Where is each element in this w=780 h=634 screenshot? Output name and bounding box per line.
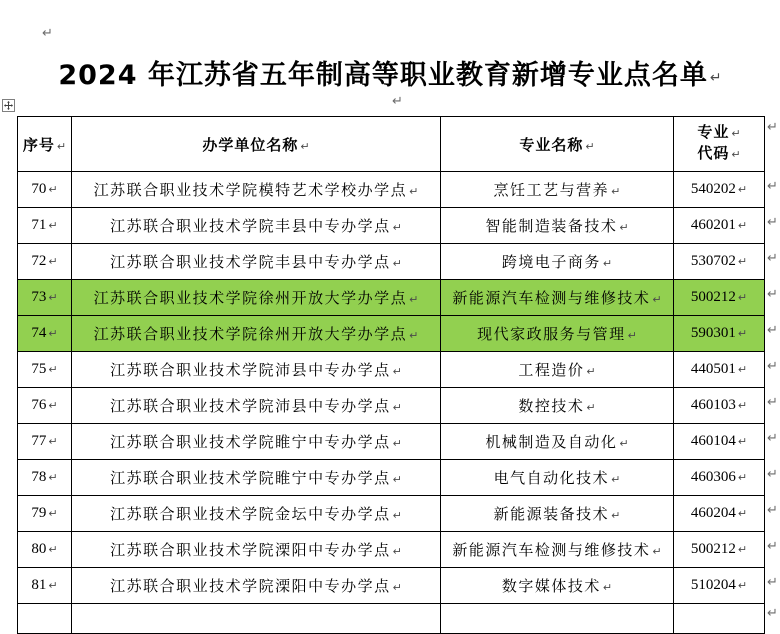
major-name-cell[interactable]: 跨境电子商务 ↵ xyxy=(441,244,674,280)
school-unit-cell[interactable]: 江苏联合职业技术学院沛县中专办学点 ↵ xyxy=(72,352,441,388)
table-move-handle-icon[interactable] xyxy=(2,99,15,112)
cell-end-mark: ↵ xyxy=(48,507,58,520)
row-end-mark: ↵ xyxy=(767,359,778,374)
cell-end-mark: ↵ xyxy=(409,293,419,306)
row-end-mark: ↵ xyxy=(767,539,778,554)
major-code-cell[interactable]: 440501 ↵ xyxy=(674,352,765,388)
row-number-cell[interactable]: 80 ↵ xyxy=(18,532,72,568)
cell-end-mark: ↵ xyxy=(48,183,58,196)
row-number-cell[interactable]: 81 ↵ xyxy=(18,568,72,604)
cell-end-mark: ↵ xyxy=(602,257,613,270)
major-name-cell[interactable]: 工程造价 ↵ xyxy=(441,352,674,388)
row-end-mark: ↵ xyxy=(767,606,778,621)
major-code-cell[interactable]: 460204 ↵ xyxy=(674,496,765,532)
cell-end-mark: ↵ xyxy=(737,543,748,556)
row-end-mark: ↵ xyxy=(767,179,778,194)
empty-cell[interactable] xyxy=(18,604,72,634)
major-name-cell[interactable]: 电气自动化技术 ↵ xyxy=(441,460,674,496)
school-unit-cell[interactable]: 江苏联合职业技术学院溧阳中专办学点 ↵ xyxy=(72,568,441,604)
row-end-mark: ↵ xyxy=(767,467,778,482)
major-code-cell[interactable]: 460201 ↵ xyxy=(674,208,765,244)
title-text: 2024 年江苏省五年制高等职业教育新增专业点名单 xyxy=(58,60,708,91)
cell-end-mark: ↵ xyxy=(585,139,595,153)
major-code-cell[interactable]: 460103 ↵ xyxy=(674,388,765,424)
cell-end-mark: ↵ xyxy=(611,473,621,486)
cell-end-mark: ↵ xyxy=(737,399,748,412)
row-number-cell[interactable]: 71 ↵ xyxy=(18,208,72,244)
table-row xyxy=(18,460,765,496)
table-row xyxy=(18,424,765,460)
cell-end-mark: ↵ xyxy=(619,437,629,450)
header-row xyxy=(18,117,765,172)
major-code-cell[interactable]: 500212 ↵ xyxy=(674,532,765,568)
cell-end-mark: ↵ xyxy=(409,329,419,342)
document-title[interactable] xyxy=(0,53,780,92)
row-number-cell[interactable]: 78 ↵ xyxy=(18,460,72,496)
major-name-cell[interactable]: 现代家政服务与管理 ↵ xyxy=(441,316,674,352)
row-end-mark: ↵ xyxy=(767,251,778,266)
cell-end-mark: ↵ xyxy=(737,327,748,340)
header-cell-unit[interactable]: 办学单位名称 ↵ xyxy=(72,117,441,172)
cell-end-mark: ↵ xyxy=(48,255,58,268)
cell-end-mark: ↵ xyxy=(48,579,58,592)
cell-end-mark: ↵ xyxy=(392,437,402,450)
cell-end-mark: ↵ xyxy=(731,148,741,161)
school-unit-cell[interactable]: 江苏联合职业技术学院溧阳中专办学点 ↵ xyxy=(72,532,441,568)
empty-cell[interactable] xyxy=(441,604,674,634)
cell-end-mark: ↵ xyxy=(737,579,748,592)
major-code-cell[interactable]: 540202 ↵ xyxy=(674,172,765,208)
cell-end-mark: ↵ xyxy=(611,509,621,522)
major-name-cell[interactable]: 机械制造及自动化 ↵ xyxy=(441,424,674,460)
cell-end-mark: ↵ xyxy=(737,471,748,484)
row-number-cell[interactable]: 79 ↵ xyxy=(18,496,72,532)
row-number-cell[interactable]: 70 ↵ xyxy=(18,172,72,208)
major-code-cell[interactable]: 590301 ↵ xyxy=(674,316,765,352)
school-unit-cell[interactable]: 江苏联合职业技术学院睢宁中专办学点 ↵ xyxy=(72,460,441,496)
paragraph-mark: ↵ xyxy=(42,26,53,41)
cell-end-mark: ↵ xyxy=(48,471,58,484)
cell-end-mark: ↵ xyxy=(48,399,58,412)
major-code-cell[interactable]: 460306 ↵ xyxy=(674,460,765,496)
cell-end-mark: ↵ xyxy=(48,327,58,340)
partial-table-row xyxy=(18,604,765,634)
table-row xyxy=(18,568,765,604)
major-code-cell[interactable]: 530702 ↵ xyxy=(674,244,765,280)
school-unit-cell[interactable]: 江苏联合职业技术学院睢宁中专办学点 ↵ xyxy=(72,424,441,460)
major-code-cell[interactable]: 510204 ↵ xyxy=(674,568,765,604)
major-name-cell[interactable]: 智能制造装备技术 ↵ xyxy=(441,208,674,244)
school-unit-cell[interactable]: 江苏联合职业技术学院丰县中专办学点 ↵ xyxy=(72,244,441,280)
row-end-mark: ↵ xyxy=(767,323,778,338)
empty-cell[interactable] xyxy=(72,604,441,634)
row-end-mark: ↵ xyxy=(767,215,778,230)
school-unit-cell[interactable]: 江苏联合职业技术学院沛县中专办学点 ↵ xyxy=(72,388,441,424)
major-name-cell[interactable]: 数字媒体技术 ↵ xyxy=(441,568,674,604)
table-row xyxy=(18,316,765,352)
row-number-cell[interactable]: 77 ↵ xyxy=(18,424,72,460)
row-number-cell[interactable]: 76 ↵ xyxy=(18,388,72,424)
cell-end-mark: ↵ xyxy=(300,139,310,153)
cell-end-mark: ↵ xyxy=(652,545,662,558)
row-number-cell[interactable]: 75 ↵ xyxy=(18,352,72,388)
major-name-cell[interactable]: 烹饪工艺与营养 ↵ xyxy=(441,172,674,208)
cell-end-mark: ↵ xyxy=(392,473,402,486)
new-majors-table xyxy=(17,116,765,634)
table-row xyxy=(18,244,765,280)
cell-end-mark: ↵ xyxy=(392,509,402,522)
row-end-mark: ↵ xyxy=(767,287,778,302)
cell-end-mark: ↵ xyxy=(652,293,662,306)
major-code-cell[interactable]: 500212 ↵ xyxy=(674,280,765,316)
cell-end-mark: ↵ xyxy=(586,401,596,414)
cell-end-mark: ↵ xyxy=(48,435,58,448)
school-unit-cell[interactable]: 江苏联合职业技术学院金坛中专办学点 ↵ xyxy=(72,496,441,532)
cell-end-mark: ↵ xyxy=(48,543,58,556)
school-unit-cell[interactable]: 江苏联合职业技术学院丰县中专办学点 ↵ xyxy=(72,208,441,244)
cell-end-mark: ↵ xyxy=(737,291,748,304)
row-end-mark: ↵ xyxy=(767,431,778,446)
cell-end-mark: ↵ xyxy=(602,581,613,594)
cell-end-mark: ↵ xyxy=(48,291,58,304)
paragraph-mark: ↵ xyxy=(392,94,403,109)
cell-end-mark: ↵ xyxy=(737,507,748,520)
cell-end-mark: ↵ xyxy=(392,365,402,378)
table-row xyxy=(18,208,765,244)
header-cell-major[interactable]: 专业名称 ↵ xyxy=(441,117,674,172)
cell-end-mark: ↵ xyxy=(392,401,402,414)
major-name-cell[interactable]: 数控技术 ↵ xyxy=(441,388,674,424)
school-unit-cell[interactable]: 江苏联合职业技术学院徐州开放大学办学点 ↵ xyxy=(72,316,441,352)
cell-end-mark: ↵ xyxy=(56,139,67,153)
row-end-mark: ↵ xyxy=(767,575,778,590)
cell-end-mark: ↵ xyxy=(737,255,748,268)
cell-end-mark: ↵ xyxy=(48,363,58,376)
cell-end-mark: ↵ xyxy=(392,545,402,558)
row-number-cell[interactable]: 72 ↵ xyxy=(18,244,72,280)
table-row xyxy=(18,352,765,388)
empty-cell[interactable] xyxy=(674,604,765,634)
cell-end-mark: ↵ xyxy=(619,221,629,234)
school-unit-cell[interactable]: 江苏联合职业技术学院徐州开放大学办学点 ↵ xyxy=(72,280,441,316)
row-end-mark: ↵ xyxy=(767,503,778,518)
cell-end-mark: ↵ xyxy=(737,435,748,448)
cell-end-mark: ↵ xyxy=(409,185,419,198)
move-arrows-icon xyxy=(4,101,13,110)
row-number-cell[interactable]: 74 ↵ xyxy=(18,316,72,352)
cell-end-mark: ↵ xyxy=(392,221,402,234)
cell-end-mark: ↵ xyxy=(737,219,748,232)
paragraph-mark: ↵ xyxy=(709,70,722,86)
school-unit-cell[interactable]: 江苏联合职业技术学院模特艺术学校办学点 ↵ xyxy=(72,172,441,208)
table-row xyxy=(18,172,765,208)
header-cell-code[interactable]: 专业 ↵ 代码 ↵ xyxy=(674,117,765,172)
cell-end-mark: ↵ xyxy=(737,183,748,196)
major-code-cell[interactable]: 460104 ↵ xyxy=(674,424,765,460)
table-row xyxy=(18,532,765,568)
row-end-mark: ↵ xyxy=(767,395,778,410)
cell-end-mark: ↵ xyxy=(731,127,741,140)
row-end-mark: ↵ xyxy=(767,120,778,135)
cell-end-mark: ↵ xyxy=(392,581,402,594)
table-row xyxy=(18,280,765,316)
major-name-cell[interactable]: 新能源汽车检测与维修技术 ↵ xyxy=(441,280,674,316)
row-number-cell[interactable]: 73 ↵ xyxy=(18,280,72,316)
major-name-cell[interactable]: 新能源装备技术 ↵ xyxy=(441,496,674,532)
cell-end-mark: ↵ xyxy=(48,219,58,232)
major-name-cell[interactable]: 新能源汽车检测与维修技术 ↵ xyxy=(441,532,674,568)
cell-end-mark: ↵ xyxy=(586,365,596,378)
cell-end-mark: ↵ xyxy=(392,257,402,270)
cell-end-mark: ↵ xyxy=(627,329,637,342)
table-row xyxy=(18,496,765,532)
cell-end-mark: ↵ xyxy=(611,185,621,198)
table-row xyxy=(18,388,765,424)
cell-end-mark: ↵ xyxy=(737,363,748,376)
header-cell-num[interactable]: 序号 ↵ xyxy=(18,117,72,172)
